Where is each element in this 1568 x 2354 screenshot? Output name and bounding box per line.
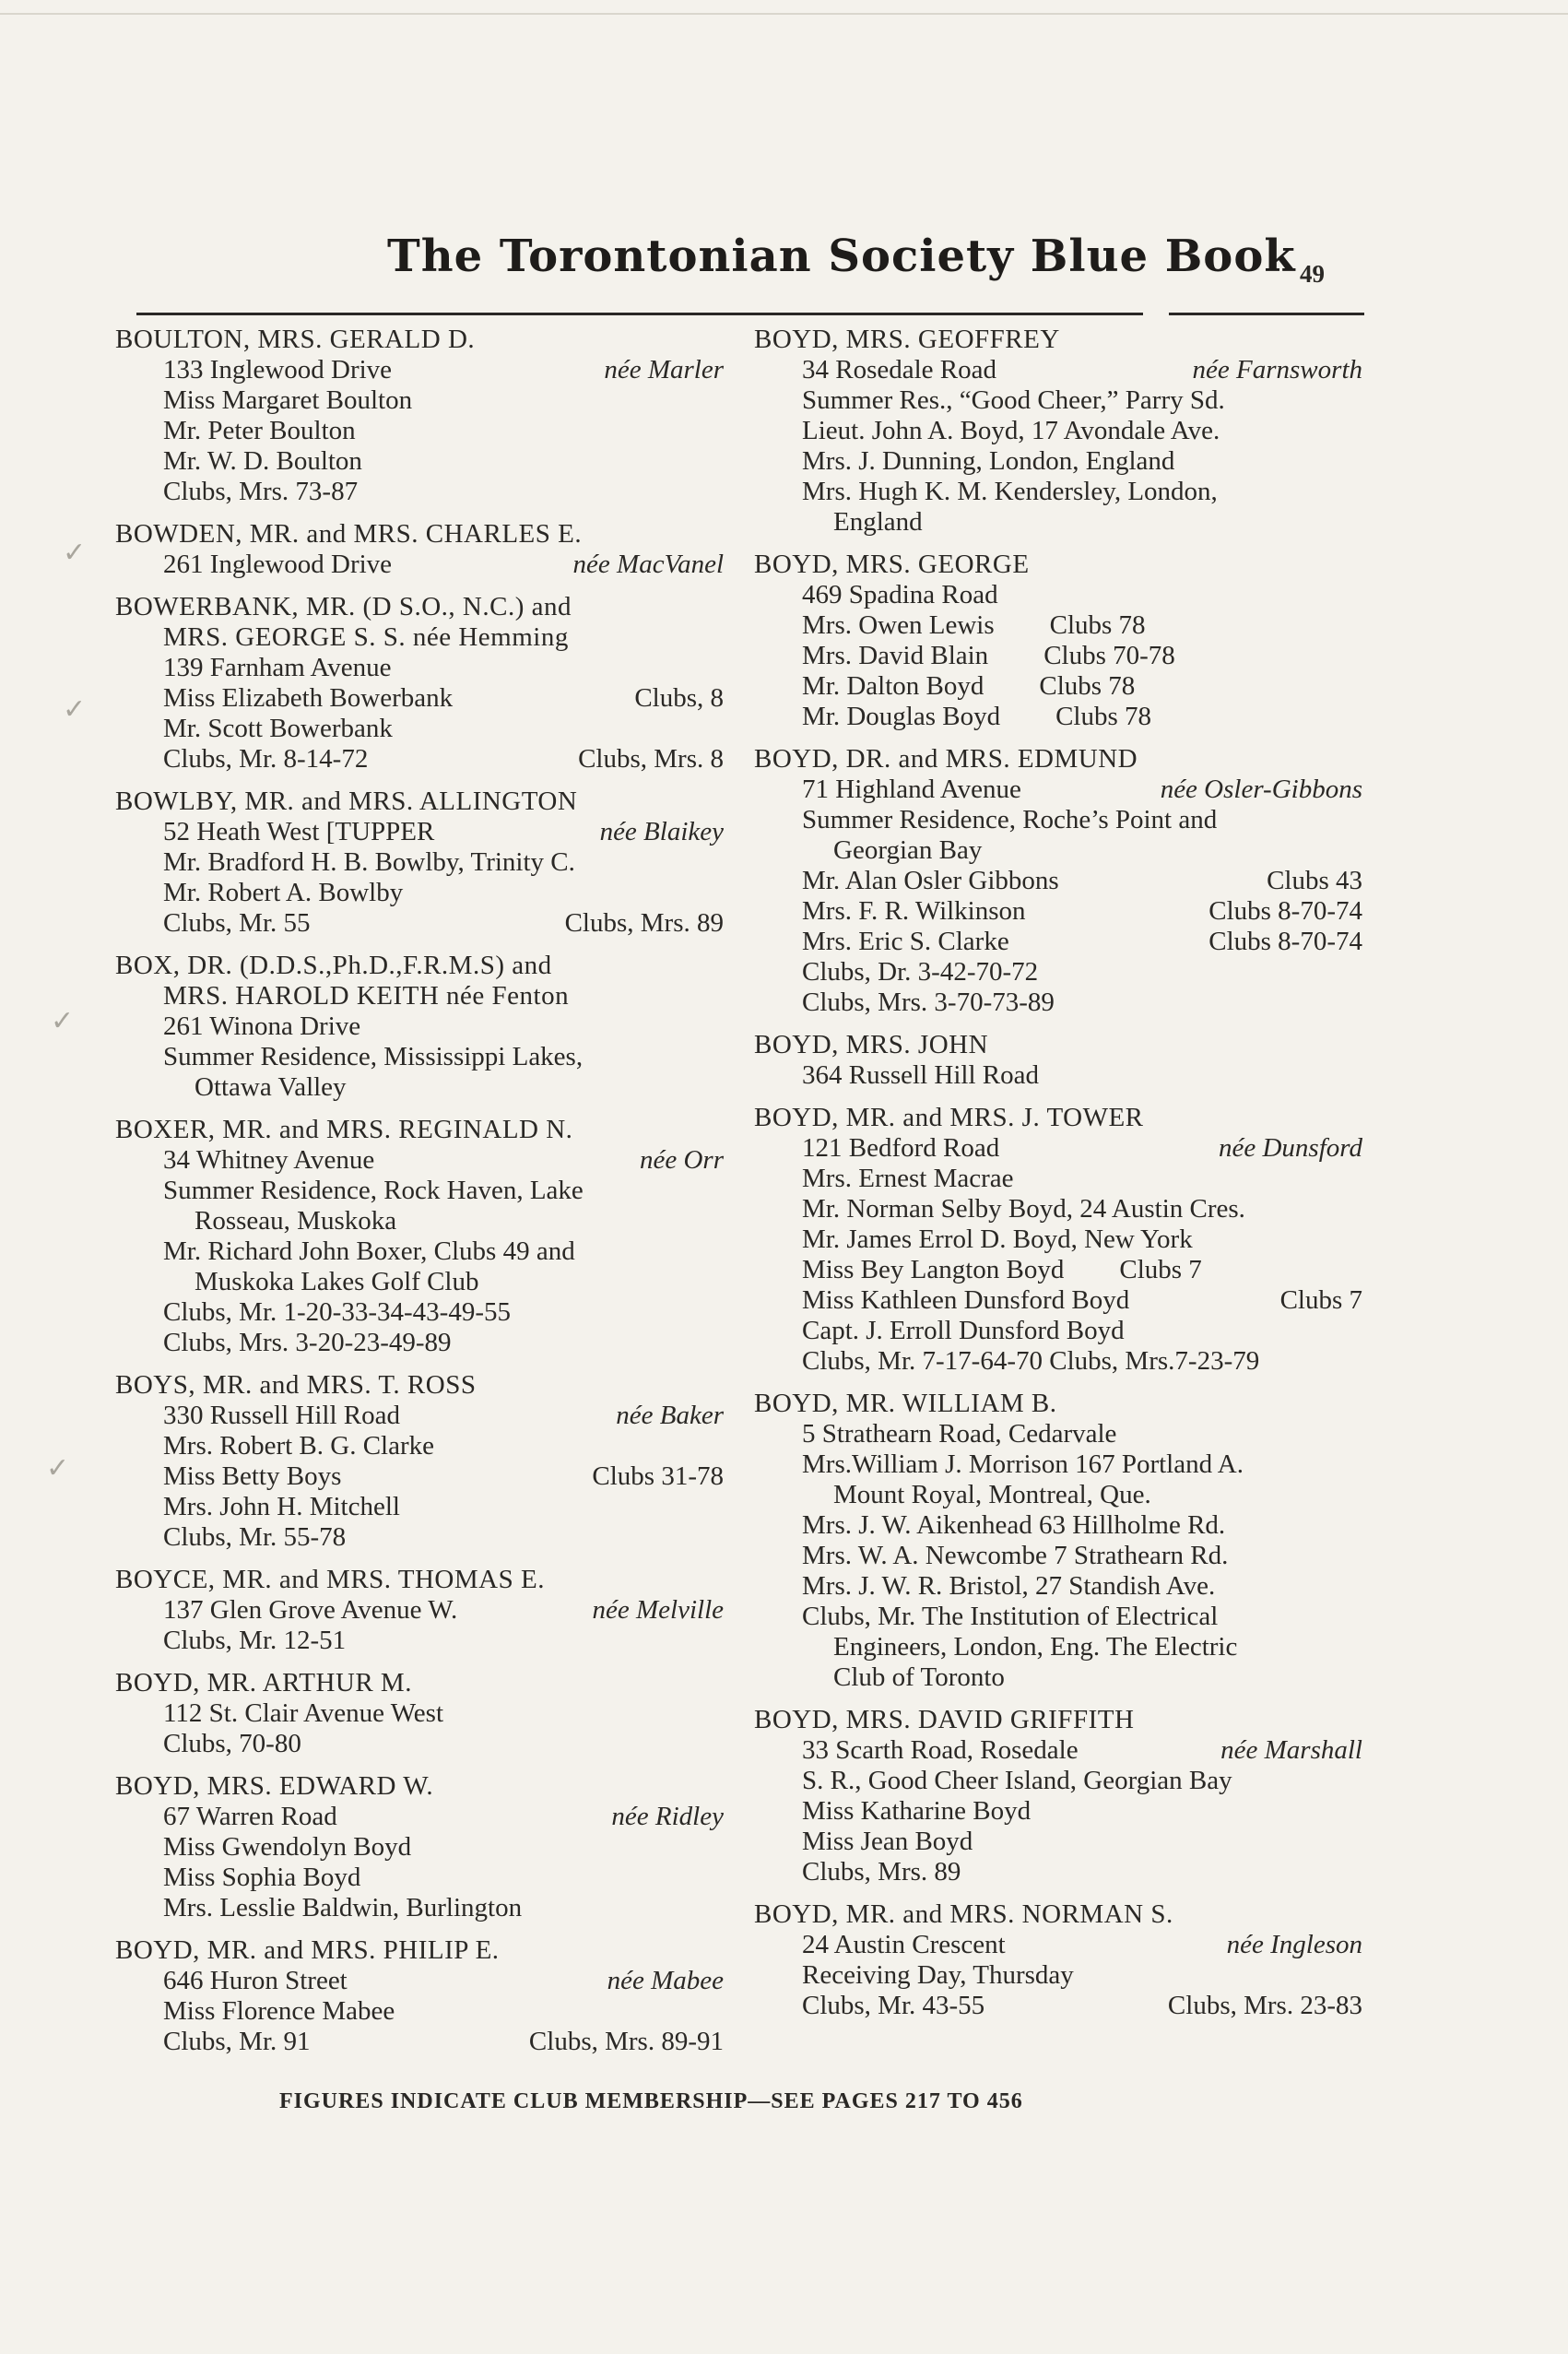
entry-name: BOYD, MR. WILLIAM B. (754, 1389, 1057, 1418)
check-mark-icon: ✓ (51, 1005, 75, 1037)
entry-aside: Clubs 31-78 (592, 1461, 724, 1491)
entry-aside: née Mabee (607, 1966, 724, 1995)
entry-aside: Clubs 8-70-74 (1208, 896, 1362, 926)
entry-text: Mrs. Owen Lewis (802, 610, 995, 640)
entry-line: Clubs, Dr. 3-42-70-72 (802, 957, 1039, 987)
entry-line: Mr. Peter Boulton (163, 416, 356, 445)
entry-line: Mrs.William J. Morrison 167 Portland A. (802, 1449, 1244, 1479)
entry-name: BOXER, MR. and MRS. REGINALD N. (115, 1115, 573, 1144)
entry-aside: Clubs 7 (1279, 1285, 1362, 1315)
entry-text: Miss Kathleen Dunsford Boyd (802, 1285, 1130, 1315)
entry-line (754, 1735, 1362, 1766)
entry-line (115, 1802, 724, 1832)
entry-line (754, 671, 1362, 702)
entry-aside: née Orr (639, 1145, 724, 1175)
entry-line: Miss Florence Mabee (163, 1996, 395, 2026)
entry-text: Miss Betty Boys (163, 1461, 342, 1491)
entry-text: Clubs, Mr. 55 (163, 908, 311, 938)
directory-entry (754, 1705, 1362, 1887)
entry-name: BOYD, DR. and MRS. EDMUND (754, 744, 1138, 774)
entry-name: BOX, DR. (D.D.S.,Ph.D.,F.R.M.S) and (115, 951, 552, 980)
entry-line (754, 641, 1362, 671)
entry-text: 33 Scarth Road, Rosedale (802, 1735, 1079, 1765)
entry-line (754, 927, 1362, 957)
directory-entry (115, 1935, 724, 2057)
entry-line (115, 2027, 724, 2057)
entry-line (754, 1285, 1362, 1316)
entry-line: 139 Farnham Avenue (163, 653, 392, 682)
entry-line: Mrs. W. A. Newcombe 7 Strathearn Rd. (802, 1541, 1229, 1570)
header-rule (136, 313, 1143, 315)
directory-entry (115, 1565, 724, 1656)
entry-line: Mrs. Lesslie Baldwin, Burlington (163, 1893, 523, 1922)
directory-entry (115, 787, 724, 939)
entry-line: Miss Gwendolyn Boyd (163, 1832, 412, 1862)
entry-line: Clubs, Mr. The Institution of Electrical (802, 1602, 1219, 1631)
entry-line: Receiving Day, Thursday (802, 1960, 1074, 1990)
entry-text: 34 Whitney Avenue (163, 1145, 375, 1175)
directory-entry (115, 1370, 724, 1553)
page-number: 49 (1300, 260, 1325, 288)
entry-text: Clubs, Mr. 43-55 (802, 1991, 985, 2020)
directory-entry (115, 951, 724, 1103)
entry-line: Summer Res., “Good Cheer,” Parry Sd. (802, 385, 1225, 415)
entry-line (115, 1461, 724, 1492)
entry-line: Mrs. Robert B. G. Clarke (163, 1431, 434, 1461)
entry-text: Clubs, Mr. 8-14-72 (163, 744, 369, 774)
directory-entry (754, 325, 1362, 538)
entry-line (754, 896, 1362, 927)
entry-name: BOWERBANK, MR. (D S.O., N.C.) and (115, 592, 572, 621)
entry-text: Mrs. Eric S. Clarke (802, 927, 1009, 956)
entry-text: Mrs. David Blain (802, 641, 989, 670)
entry-aside: Clubs, Mrs. 8 (578, 744, 724, 774)
entry-line: Clubs, Mr. 12-51 (163, 1626, 347, 1655)
entry-name: BOYD, MRS. DAVID GRIFFITH (754, 1705, 1135, 1734)
entry-name: BOYD, MR. and MRS. PHILIP E. (115, 1935, 500, 1965)
entry-text: 137 Glen Grove Avenue W. (163, 1595, 458, 1625)
entry-aside: Clubs, 8 (634, 683, 724, 713)
entry-line: Miss Jean Boyd (802, 1827, 973, 1856)
directory-entry (115, 325, 724, 507)
entry-aside: née Blaikey (599, 817, 724, 846)
entry-aside: Clubs 78 (1039, 671, 1136, 701)
entry-line-continued: Ottawa Valley (195, 1072, 347, 1102)
entry-text: 330 Russell Hill Road (163, 1401, 400, 1430)
entry-name: BOYD, MR. and MRS. NORMAN S. (754, 1899, 1173, 1929)
entry-aside: née MacVanel (572, 550, 724, 579)
entry-line: Clubs, Mr. 1-20-33-34-43-49-55 (163, 1297, 511, 1327)
entry-aside: née Marshall (1220, 1735, 1362, 1765)
entry-text: Mr. Douglas Boyd (802, 702, 1001, 731)
footer-note: FIGURES INDICATE CLUB MEMBERSHIP—SEE PAGES 217 TO 456 (279, 2089, 1023, 2113)
directory-entry (115, 592, 724, 775)
entry-line (754, 355, 1362, 385)
check-mark-icon: ✓ (46, 1452, 70, 1485)
entry-text: 34 Rosedale Road (802, 355, 997, 384)
entry-line: Miss Sophia Boyd (163, 1863, 361, 1892)
entry-text: 71 Highland Avenue (802, 775, 1021, 804)
entry-aside: née Ridley (611, 1802, 724, 1831)
entry-aside: Clubs 8-70-74 (1208, 927, 1362, 956)
entry-name: BOYD, MRS. JOHN (754, 1030, 989, 1059)
entry-aside: née Dunsford (1219, 1133, 1362, 1163)
entry-aside: née Ingleson (1226, 1930, 1362, 1959)
entry-text: Mrs. F. R. Wilkinson (802, 896, 1026, 926)
entry-aside: née Melville (592, 1595, 724, 1625)
entry-line (754, 1991, 1362, 2021)
entry-line: Clubs, Mr. 7-17-64-70 Clubs, Mrs.7-23-79 (802, 1346, 1260, 1376)
entry-line: Mrs. Hugh K. M. Kendersley, London, (802, 477, 1218, 506)
directory-entry (754, 1899, 1362, 2021)
check-mark-icon: ✓ (63, 537, 87, 569)
entry-line (115, 908, 724, 939)
entry-aside: née Farnsworth (1192, 355, 1362, 384)
entry-text: 261 Inglewood Drive (163, 550, 393, 579)
entry-line (115, 817, 724, 847)
entry-name: BOWLBY, MR. and MRS. ALLINGTON (115, 787, 578, 816)
entry-name: BOYS, MR. and MRS. T. ROSS (115, 1370, 477, 1400)
top-edge-line (0, 13, 1568, 15)
entry-line (754, 1133, 1362, 1164)
entry-line: Mr. Norman Selby Boyd, 24 Austin Cres. (802, 1194, 1245, 1224)
entry-line (754, 1255, 1362, 1285)
entry-name: BOYCE, MR. and MRS. THOMAS E. (115, 1565, 545, 1594)
entry-line: Mrs. J. W. Aikenhead 63 Hillholme Rd. (802, 1510, 1226, 1540)
entry-text: 67 Warren Road (163, 1802, 337, 1831)
directory-entry (754, 1103, 1362, 1377)
entry-line: Mrs. Ernest Macrae (802, 1164, 1014, 1193)
entry-line: Mrs. J. W. R. Bristol, 27 Standish Ave. (802, 1571, 1216, 1601)
right-column (754, 325, 1362, 2033)
entry-line: Mr. Richard John Boxer, Clubs 49 and (163, 1236, 575, 1266)
entry-name: BOYD, MRS. GEORGE (754, 550, 1030, 579)
entry-line: Mrs. John H. Mitchell (163, 1492, 400, 1521)
entry-line-continued: Rosseau, Muskoka (195, 1206, 397, 1236)
entry-text: Miss Bey Langton Boyd (802, 1255, 1065, 1284)
entry-line: Capt. J. Erroll Dunsford Boyd (802, 1316, 1125, 1345)
entry-aside: Clubs 7 (1119, 1255, 1202, 1284)
entry-line (754, 610, 1362, 641)
directory-entry (115, 1115, 724, 1358)
entry-line: Mr. W. D. Boulton (163, 446, 362, 476)
entry-aside: Clubs, Mrs. 23-83 (1167, 1991, 1362, 2020)
header-rule-short (1169, 313, 1364, 315)
entry-text: 24 Austin Crescent (802, 1930, 1006, 1959)
entry-line: Summer Residence, Mississippi Lakes, (163, 1042, 584, 1071)
directory-entry (115, 1771, 724, 1923)
entry-line: S. R., Good Cheer Island, Georgian Bay (802, 1766, 1232, 1795)
directory-entry (754, 1030, 1362, 1091)
entry-text: 133 Inglewood Drive (163, 355, 393, 384)
entry-aside: née Marler (604, 355, 724, 384)
entry-line: Miss Margaret Boulton (163, 385, 413, 415)
entry-aside: Clubs 78 (1049, 610, 1146, 640)
entry-line (115, 1595, 724, 1626)
directory-entry (115, 1668, 724, 1759)
directory-entry (754, 1389, 1362, 1693)
entry-line (115, 1966, 724, 1996)
entry-line (115, 1145, 724, 1176)
entry-line (754, 1930, 1362, 1960)
entry-line: Miss Katharine Boyd (802, 1796, 1032, 1826)
entry-aside: Clubs 78 (1055, 702, 1152, 731)
entry-name: BOYD, MRS. GEOFFREY (754, 325, 1060, 354)
entry-line (115, 355, 724, 385)
directory-entry (754, 744, 1362, 1018)
entry-name: BOWDEN, MR. and MRS. CHARLES E. (115, 519, 583, 549)
entry-line (115, 683, 724, 714)
entry-aside: Clubs 43 (1267, 866, 1362, 895)
page-header-title: The Torontonian Society Blue Book (387, 231, 1296, 282)
directory-entry (115, 519, 724, 580)
entry-line (115, 744, 724, 775)
entry-line: Mr. Robert A. Bowlby (163, 878, 404, 907)
entry-line: Clubs, Mrs. 3-70-73-89 (802, 988, 1055, 1017)
entry-line: Clubs, Mrs. 73-87 (163, 477, 359, 506)
entry-line-continued: Engineers, London, Eng. The Electric (833, 1632, 1238, 1662)
entry-text: Mr. Dalton Boyd (802, 671, 984, 701)
entry-line (115, 550, 724, 580)
entry-name-continued: MRS. HAROLD KEITH née Fenton (163, 981, 570, 1011)
entry-text: Clubs, Mr. 91 (163, 2027, 311, 2056)
entry-name: BOULTON, MRS. GERALD D. (115, 325, 476, 354)
entry-line-continued: Club of Toronto (833, 1662, 1005, 1692)
directory-entry (754, 550, 1362, 732)
entry-aside: née Osler-Gibbons (1160, 775, 1362, 804)
entry-line: Lieut. John A. Boyd, 17 Avondale Ave. (802, 416, 1220, 445)
entry-line-continued: Georgian Bay (833, 835, 983, 865)
entry-line: Clubs, 70-80 (163, 1729, 301, 1758)
entry-line (754, 866, 1362, 896)
entry-line: Mr. Scott Bowerbank (163, 714, 393, 743)
entry-name: BOYD, MR. ARTHUR M. (115, 1668, 412, 1697)
entry-text: 121 Bedford Road (802, 1133, 1000, 1163)
entry-line (754, 775, 1362, 805)
entry-line: Clubs, Mrs. 89 (802, 1857, 961, 1887)
entry-text: Miss Elizabeth Bowerbank (163, 683, 454, 713)
entry-line-continued: England (833, 507, 923, 537)
entry-name: BOYD, MR. and MRS. J. TOWER (754, 1103, 1144, 1132)
entry-line-continued: Muskoka Lakes Golf Club (195, 1267, 479, 1296)
entry-line: 364 Russell Hill Road (802, 1060, 1039, 1090)
entry-aside: Clubs, Mrs. 89 (564, 908, 724, 938)
entry-aside: Clubs 70-78 (1043, 641, 1175, 670)
left-column (115, 325, 724, 2069)
entry-line: 469 Spadina Road (802, 580, 998, 609)
entry-line: 112 St. Clair Avenue West (163, 1698, 444, 1728)
entry-line: Summer Residence, Rock Haven, Lake (163, 1176, 584, 1205)
entry-line (754, 702, 1362, 732)
entry-aside: née Baker (616, 1401, 724, 1430)
entry-name: BOYD, MRS. EDWARD W. (115, 1771, 434, 1801)
entry-line: 5 Strathearn Road, Cedarvale (802, 1419, 1117, 1449)
entry-line: Mrs. J. Dunning, London, England (802, 446, 1175, 476)
entry-name-continued: MRS. GEORGE S. S. née Hemming (163, 622, 569, 652)
entry-line: Clubs, Mr. 55-78 (163, 1522, 347, 1552)
entry-line: Summer Residence, Roche’s Point and (802, 805, 1218, 834)
check-mark-icon: ✓ (63, 693, 87, 726)
entry-text: 646 Huron Street (163, 1966, 348, 1995)
entry-line: Mr. James Errol D. Boyd, New York (802, 1224, 1193, 1254)
entry-aside: Clubs, Mrs. 89-91 (528, 2027, 724, 2056)
entry-text: 52 Heath West [TUPPER (163, 817, 435, 846)
entry-text: Mr. Alan Osler Gibbons (802, 866, 1059, 895)
entry-line: 261 Winona Drive (163, 1011, 361, 1041)
entry-line (115, 1401, 724, 1431)
entry-line: Mr. Bradford H. B. Bowlby, Trinity C. (163, 847, 575, 877)
entry-line: Clubs, Mrs. 3-20-23-49-89 (163, 1328, 452, 1357)
entry-line-continued: Mount Royal, Montreal, Que. (833, 1480, 1151, 1509)
